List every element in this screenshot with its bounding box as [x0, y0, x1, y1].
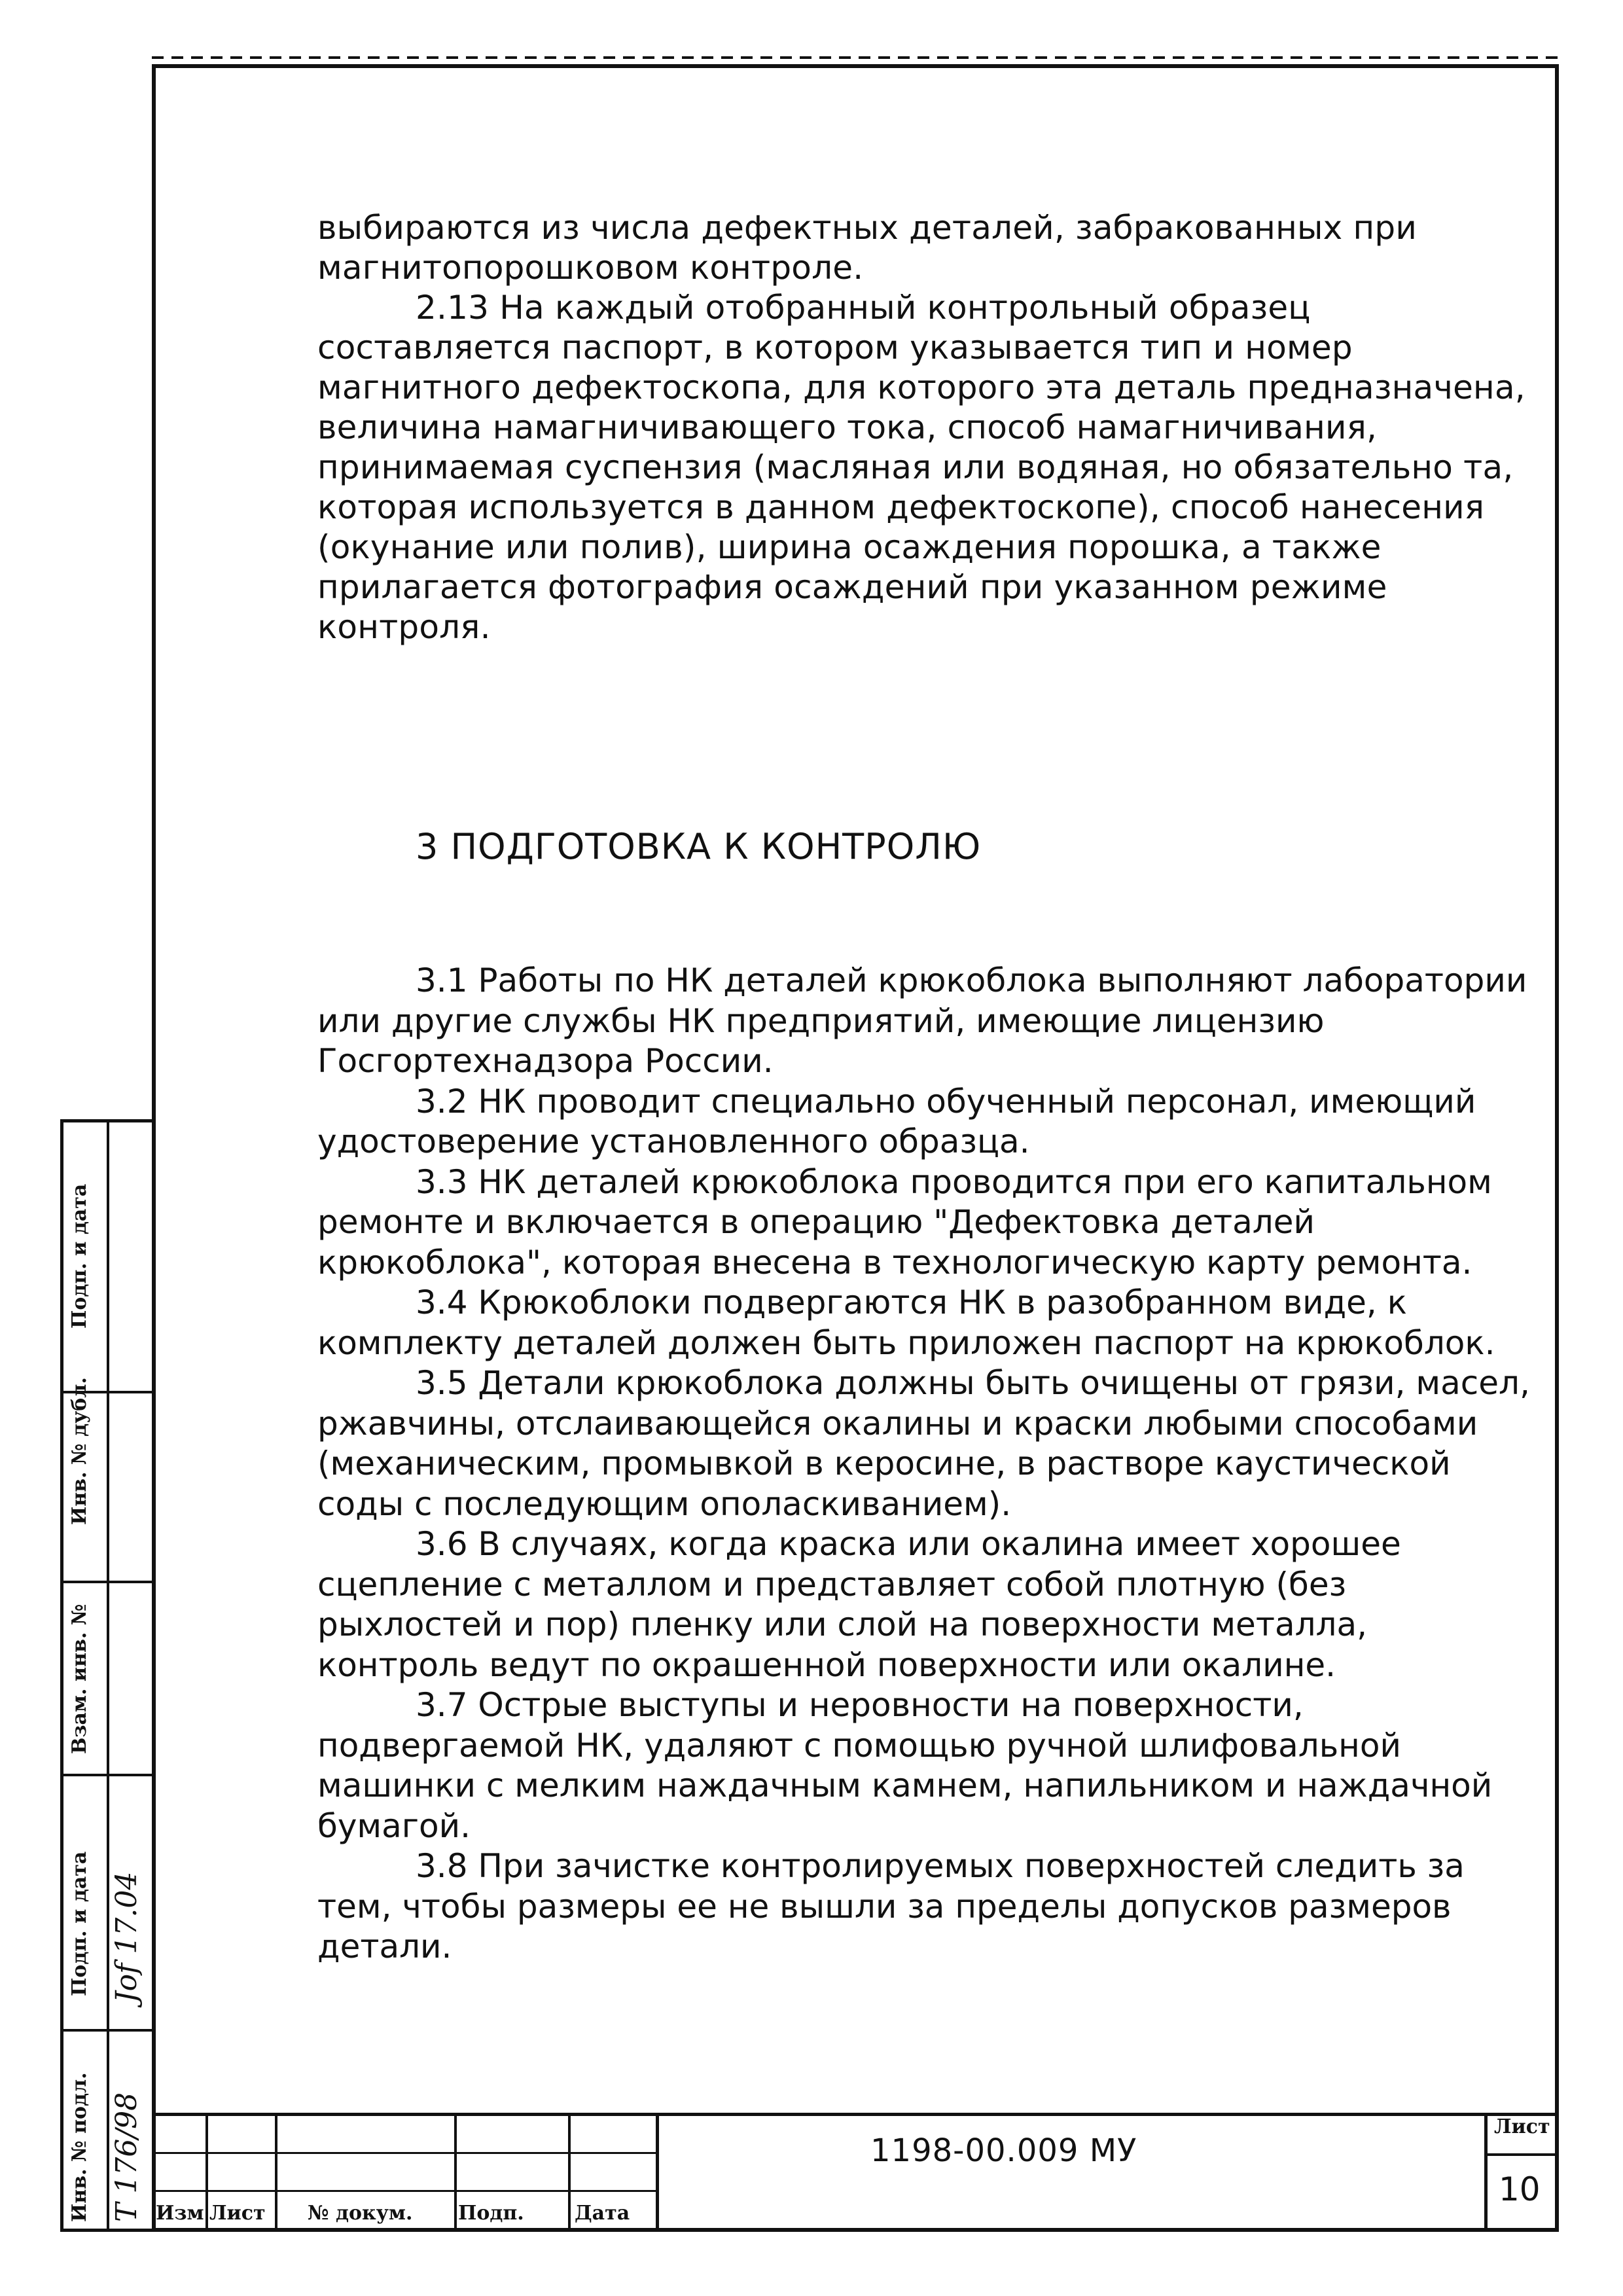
- paragraph-3-1: 3.1 Работы по НК деталей крюкоблока выполняют лаборатории или другие службы НК предприятий, имеющие лицензию Госгортехнадзора России.: [317, 961, 1527, 1080]
- tb-label-list: Лист: [209, 2202, 266, 2225]
- handwritten-inv-number: Т 176/98: [110, 2092, 143, 2222]
- tb-line: [454, 2113, 457, 2232]
- side-label-podp-i-data-top: Подп. и дата: [68, 1183, 91, 1329]
- side-stamp-row-line: [63, 2029, 156, 2032]
- body-top: [317, 208, 1535, 647]
- tb-line: [656, 2113, 659, 2232]
- paragraph-3-8: 3.8 При зачистке контролируемых поверхностей следить за тем, чтобы размеры ее не вышли за пределы допусков размеров детали.: [317, 1847, 1465, 1965]
- tb-label-izm: Изм: [156, 2202, 204, 2225]
- paragraph-3-3: 3.3 НК деталей крюкоблока проводится при его капитальном ремонте и включается в операцию "Дефектовка деталей крюкоблока", которая внесена в технологическую карту ремонта.: [317, 1162, 1492, 1282]
- tb-line: [205, 2113, 208, 2232]
- sheet-label: Лист: [1494, 2115, 1550, 2138]
- paragraph-3-2: 3.2 НК проводит специально обученный персонал, имеющий удостоверение установленного образца.: [317, 1082, 1476, 1160]
- tb-label-data: Дата: [575, 2202, 630, 2225]
- scan-artifact-dots: [152, 56, 1559, 59]
- paragraph-3-7: 3.7 Острые выступы и неровности на поверхности, подвергаемой НК, удаляют с помощью ручной шлифовальной машинки с мелким наждачным камнем, напильником и наждачной бумагой.: [317, 1686, 1493, 1845]
- tb-line: [152, 2113, 1559, 2116]
- section-3-body: [317, 961, 1535, 1967]
- paragraph-2-13: 2.13 На каждый отобранный контрольный образец составляется паспорт, в котором указывается тип и номер магнитного дефектоскопа, для которого эта деталь предназначена, величина намагничивающего тока, способ намагничивания, принимаемая суспензия (масляная или водяная, но обязательно та, которая используется в данном дефектоскопе), способ нанесения (окунание или полив), ширина осаждения порошка, а также прилагается фотография осаждений при указанном режиме контроля.: [317, 289, 1525, 646]
- document-code: 1198-00.009 МУ: [870, 2132, 1137, 2169]
- tb-line: [1484, 2153, 1559, 2156]
- side-stamp-row-line: [63, 1774, 156, 1776]
- paragraph-3-5: 3.5 Детали крюкоблока должны быть очищены от грязи, масел, ржавчины, отслаивающейся окалины и краски любыми способами (механическим, промывкой в керосине, в растворе каустической соды с последующим ополаскиванием).: [317, 1364, 1530, 1523]
- side-label-inv-podl: Инв. № подл.: [68, 2072, 91, 2222]
- paragraph-3-4: 3.4 Крюкоблоки подвергаются НК в разобранном виде, к комплекту деталей должен быть приложен паспорт на крюкоблок.: [317, 1283, 1495, 1362]
- tb-line: [275, 2113, 277, 2232]
- side-stamp-row-line: [63, 1581, 156, 1583]
- paragraph: выбираются из числа дефектных деталей, забракованных при магнитопорошковом контроле.: [317, 209, 1418, 287]
- tb-line: [568, 2113, 571, 2232]
- side-label-podp-i-data: Подп. и дата: [68, 1851, 91, 1996]
- tb-line: [152, 2152, 656, 2154]
- side-stamp-divider: [107, 1122, 109, 2229]
- sheet-number: 10: [1499, 2170, 1541, 2208]
- side-label-inv-dubl: Инв. № дубл.: [68, 1377, 91, 1525]
- tb-line: [1484, 2113, 1488, 2232]
- side-label-vzam-inv: Взам. инв. №: [68, 1604, 91, 1754]
- handwritten-signature-date: Jof 17.04: [110, 1871, 143, 2003]
- tb-label-podp: Подп.: [458, 2202, 524, 2225]
- section-title: 3 ПОДГОТОВКА К КОНТРОЛЮ: [416, 826, 982, 867]
- tb-line: [152, 2190, 656, 2192]
- paragraph-3-6: 3.6 В случаях, когда краска или окалина имеет хорошее сцепление с металлом и представляет собой плотную (без рыхлостей и пор) пленку или слой на поверхности металла, контроль ведут по окрашенной поверхности или окалине.: [317, 1525, 1401, 1684]
- tb-label-n-dokum: № докум.: [308, 2202, 413, 2225]
